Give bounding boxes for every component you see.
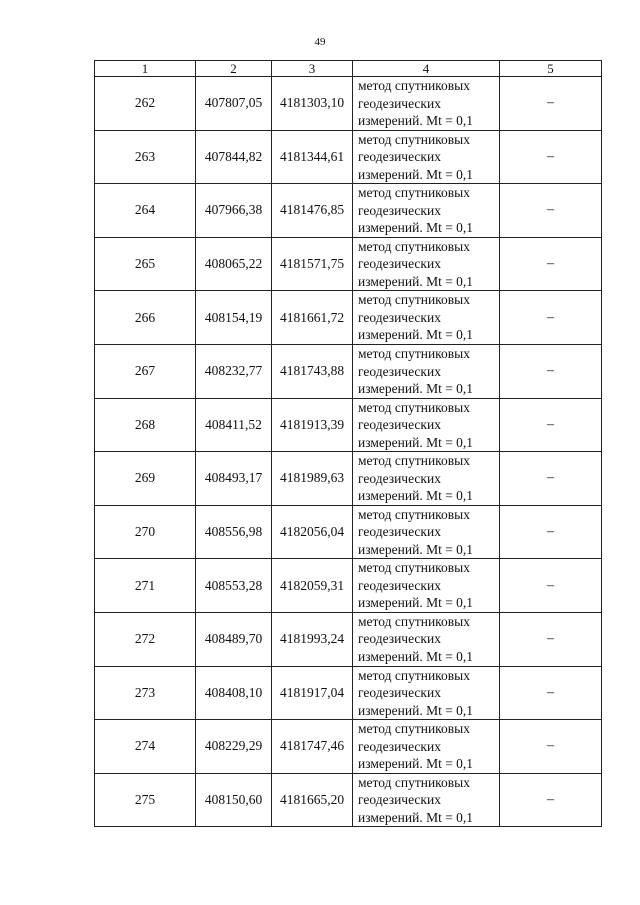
table-row	[95, 237, 602, 291]
x-coordinate-cell: 408065,22	[196, 237, 272, 291]
table-header-row	[95, 61, 602, 77]
point-number-cell: 265	[95, 237, 196, 291]
table-row	[95, 559, 602, 613]
method-line: измерений. Mt = 0,1	[358, 434, 474, 450]
method-cell	[353, 130, 500, 184]
method-line: измерений. Mt = 0,1	[358, 488, 474, 504]
point-number-cell: 264	[95, 184, 196, 238]
x-coordinate-cell: 408150,60	[196, 773, 272, 827]
method-line: метод спутниковых	[358, 667, 470, 683]
point-number-cell: 273	[95, 666, 196, 720]
method-cell	[353, 505, 500, 559]
method-line: метод спутниковых	[358, 346, 470, 362]
method-line: геодезических	[358, 631, 441, 647]
point-number-cell: 266	[95, 291, 196, 345]
x-coordinate-cell: 408556,98	[196, 505, 272, 559]
method-line: метод спутниковых	[358, 399, 470, 415]
x-coordinate-cell: 407807,05	[196, 77, 272, 131]
method-line: геодезических	[358, 470, 441, 486]
method-line: измерений. Mt = 0,1	[358, 220, 474, 236]
note-cell: –	[500, 666, 602, 720]
y-coordinate-cell: 4181743,88	[272, 344, 353, 398]
method-line: метод спутниковых	[358, 506, 470, 522]
method-line: метод спутниковых	[358, 774, 470, 790]
point-number-cell: 262	[95, 77, 196, 131]
method-line: метод спутниковых	[358, 238, 470, 254]
note-cell: –	[500, 398, 602, 452]
table-row	[95, 291, 602, 345]
table-body	[95, 77, 602, 827]
method-line: геодезических	[358, 95, 441, 111]
point-number-cell: 270	[95, 505, 196, 559]
y-coordinate-cell: 4181476,85	[272, 184, 353, 238]
method-cell	[353, 344, 500, 398]
table-row	[95, 452, 602, 506]
method-cell	[353, 184, 500, 238]
table-row	[95, 505, 602, 559]
method-line: измерений. Mt = 0,1	[358, 648, 474, 664]
table-row	[95, 720, 602, 774]
method-line: метод спутниковых	[358, 78, 470, 94]
method-line: измерений. Mt = 0,1	[358, 809, 474, 825]
y-coordinate-cell: 4181993,24	[272, 612, 353, 666]
table-row	[95, 666, 602, 720]
x-coordinate-cell: 408411,52	[196, 398, 272, 452]
table-row	[95, 344, 602, 398]
table-row	[95, 77, 602, 131]
method-line: измерений. Mt = 0,1	[358, 756, 474, 772]
method-line: геодезических	[358, 577, 441, 593]
method-line: метод спутниковых	[358, 613, 470, 629]
method-cell	[353, 720, 500, 774]
method-cell	[353, 237, 500, 291]
method-cell	[353, 452, 500, 506]
method-line: метод спутниковых	[358, 721, 470, 737]
table-row	[95, 612, 602, 666]
column-header-5: 5	[500, 61, 602, 77]
y-coordinate-cell: 4181661,72	[272, 291, 353, 345]
x-coordinate-cell: 408553,28	[196, 559, 272, 613]
method-cell	[353, 773, 500, 827]
note-cell: –	[500, 237, 602, 291]
method-line: геодезических	[358, 685, 441, 701]
method-line: геодезических	[358, 256, 441, 272]
method-cell	[353, 666, 500, 720]
method-line: метод спутниковых	[358, 292, 470, 308]
note-cell: –	[500, 184, 602, 238]
column-header-4: 4	[353, 61, 500, 77]
method-line: метод спутниковых	[358, 560, 470, 576]
method-line: измерений. Mt = 0,1	[358, 595, 474, 611]
table-row	[95, 130, 602, 184]
method-line: измерений. Mt = 0,1	[358, 113, 474, 129]
y-coordinate-cell: 4181989,63	[272, 452, 353, 506]
column-header-1: 1	[95, 61, 196, 77]
method-line: измерений. Mt = 0,1	[358, 327, 474, 343]
y-coordinate-cell: 4181665,20	[272, 773, 353, 827]
x-coordinate-cell: 408493,17	[196, 452, 272, 506]
y-coordinate-cell: 4181913,39	[272, 398, 353, 452]
page-number: 49	[314, 36, 326, 48]
y-coordinate-cell: 4182056,04	[272, 505, 353, 559]
method-line: измерений. Mt = 0,1	[358, 166, 474, 182]
method-line: метод спутниковых	[358, 131, 470, 147]
coordinates-table	[94, 60, 602, 827]
method-line: метод спутниковых	[358, 185, 470, 201]
y-coordinate-cell: 4181344,61	[272, 130, 353, 184]
method-line: геодезических	[358, 363, 441, 379]
x-coordinate-cell: 408408,10	[196, 666, 272, 720]
method-line: геодезических	[358, 149, 441, 165]
method-cell	[353, 291, 500, 345]
column-header-2: 2	[196, 61, 272, 77]
note-cell: –	[500, 452, 602, 506]
x-coordinate-cell: 408229,29	[196, 720, 272, 774]
note-cell: –	[500, 773, 602, 827]
method-line: измерений. Mt = 0,1	[358, 273, 474, 289]
note-cell: –	[500, 130, 602, 184]
y-coordinate-cell: 4181571,75	[272, 237, 353, 291]
method-cell	[353, 612, 500, 666]
note-cell: –	[500, 559, 602, 613]
x-coordinate-cell: 408154,19	[196, 291, 272, 345]
method-line: геодезических	[358, 792, 441, 808]
note-cell: –	[500, 612, 602, 666]
y-coordinate-cell: 4181917,04	[272, 666, 353, 720]
method-line: геодезических	[358, 417, 441, 433]
x-coordinate-cell: 407966,38	[196, 184, 272, 238]
note-cell: –	[500, 344, 602, 398]
x-coordinate-cell: 408232,77	[196, 344, 272, 398]
method-line: измерений. Mt = 0,1	[358, 541, 474, 557]
x-coordinate-cell: 408489,70	[196, 612, 272, 666]
note-cell: –	[500, 720, 602, 774]
method-line: геодезических	[358, 309, 441, 325]
method-cell	[353, 398, 500, 452]
point-number-cell: 267	[95, 344, 196, 398]
method-line: геодезических	[358, 524, 441, 540]
note-cell: –	[500, 505, 602, 559]
method-line: геодезических	[358, 202, 441, 218]
method-cell	[353, 559, 500, 613]
point-number-cell: 271	[95, 559, 196, 613]
y-coordinate-cell: 4181747,46	[272, 720, 353, 774]
point-number-cell: 272	[95, 612, 196, 666]
method-line: измерений. Mt = 0,1	[358, 381, 474, 397]
point-number-cell: 268	[95, 398, 196, 452]
method-line: измерений. Mt = 0,1	[358, 702, 474, 718]
point-number-cell: 274	[95, 720, 196, 774]
point-number-cell: 263	[95, 130, 196, 184]
note-cell: –	[500, 291, 602, 345]
table-row	[95, 773, 602, 827]
method-cell	[353, 77, 500, 131]
y-coordinate-cell: 4181303,10	[272, 77, 353, 131]
table-row	[95, 184, 602, 238]
point-number-cell: 275	[95, 773, 196, 827]
point-number-cell: 269	[95, 452, 196, 506]
note-cell: –	[500, 77, 602, 131]
x-coordinate-cell: 407844,82	[196, 130, 272, 184]
method-line: метод спутниковых	[358, 453, 470, 469]
method-line: геодезических	[358, 738, 441, 754]
y-coordinate-cell: 4182059,31	[272, 559, 353, 613]
table-row	[95, 398, 602, 452]
column-header-3: 3	[272, 61, 353, 77]
